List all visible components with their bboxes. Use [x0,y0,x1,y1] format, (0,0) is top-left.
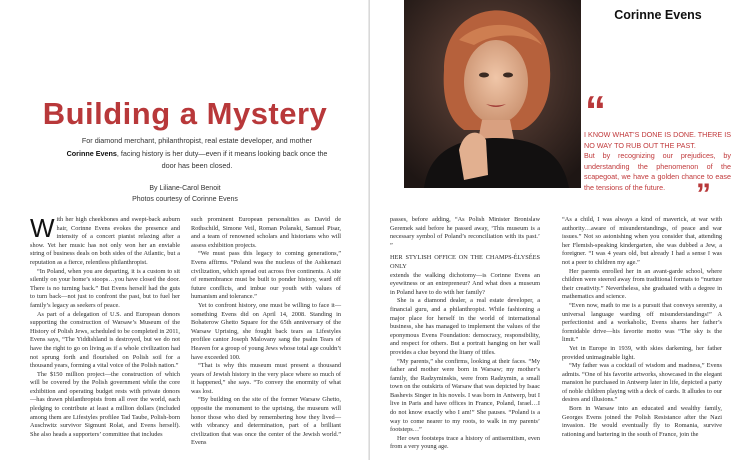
paragraph: “Even now, math to me is a pursuit that conveys serenity, a universal language warding off misunderstandings!” A perfectionist and a workaholic, Evens shares her father’s formidable drive—his favorite motto was “The sky is the limit.” [562,301,722,344]
body-column-4 [562,216,722,439]
paragraph: “That is why this museum must present a thousand years of Jewish history in the very place where so much of it happened,” she says. “To convey the enormity of what was lost. [191,362,341,395]
body-column-3 [390,216,540,452]
paragraph: Her parents enrolled her in an avant-garde school, where children were steered away from traditional formats to “nurture their creativity.” Nevertheless, she graduated with a degree in mathematics and science. [562,267,722,301]
paragraph: “By building on the site of the former Warsaw Ghetto, opposite the monument to the uprising, the museum will honor those who died by remembering how they lived—with vibrancy and determination, part of a brilliant civilization that was once the center of the Jewish world.” Evens [191,396,341,447]
paragraph: Yet in Europe in 1939, with skies darkening, her father provided unimaginable light. [562,344,722,361]
drop-cap: W [30,213,55,243]
article-deck [62,135,332,173]
section-lead-in: HER STYLISH OFFICE ON THE CHAMPS-ÉLYSÉES ONLY [390,254,540,270]
close-quote-mark: ” [696,178,711,211]
paragraph: She is a diamond dealer, a real estate developer, a financial guru, and a philanthropist. While fashioning a major place for herself in the world of international business, she has managed to implement the values of the eponymous Evens Foundation: democracy, responsibility, and respect for others. But a portrait hanging on her wall provides a clue beyond the litany of titles. [390,297,540,356]
portrait-illustration [404,0,581,188]
paragraph: such prominent European personalities as David de Rothschild, Simone Veil, Roman Polanski, Samuel Pisar, and a team of renowned scholars and historians who will assess exhibition projects. [191,216,341,249]
pull-quote-text: But by recognizing our prejudices, by understanding the phenomenon of the scapegoat, we have a golden chance to ease the tensions of the future. [584,151,731,192]
pull-quote-caps: I KNOW WHAT’S DONE IS DONE. THERE IS NO WAY TO RUB OUT THE PAST. [584,130,731,150]
photo-credit: Photos courtesy of Corinne Evens [132,196,238,203]
paragraph: “My father was a cocktail of wisdom and madness,” Evens admits. “One of his favorite artworks, showcased in the elegant mansion he purchased in Antwerp later in life, depicted a party of noble children playing with a deck of cards. It alludes to our desires and illusions.” [562,362,722,404]
paragraph: Her own footsteps trace a history of antisemitism, even from a very young age. [390,434,540,451]
paragraph: As part of a delegation of U.S. and European donors supporting the construction of Warsaw’s Museum of the History of Polish Jews, scheduled to be completed in 2011, Evens says, “The Yiddishland is destroyed, but we do not have the right to go on living as if a whole civilization had not sprung forth and flourished on Polish soil for a thousand years, forming a vital voice of the Polish nation.” [30,310,180,370]
paragraph: “In Poland, when you are departing, it is a custom to sit silently on your home’s stoops…you have closed the door. There is no turning back.” But Evens herself had the guts to turn back—not just to confront the past, but to fuel her family’s legacy as seekers of peace. [30,267,180,309]
open-quote-mark: “ [585,87,606,134]
paragraph: “My parents,” she confirms, looking at their faces. “My father and mother were born in Warsaw; my mother’s family, the Radzyminskis, were from Radzymin, a small town on the outskirts of Warsaw that was depicted by Isaac Bashevis Singer in his novels. I was born in Antwerp, but I live in Paris and have offices in France, Poland, Israel…I do not know exactly who I am!” She pauses. “Poland is a way to come nearer to my roots, to walk in my parents’ footsteps…” [390,357,540,434]
paragraph: Born in Warsaw into an educated and wealthy family, Georges Evens joined the Polish Resistance after the Nazi invasion. He would eventually fly to Romania, survive rationing and bartering in the south of France, join the [562,405,722,438]
paragraph: “As a child, I was always a kind of maverick, at war with authority…aware of misunderstandings, of peace and war issues.” Not so astonishing when you consider that, attending her Flemish-speaking kindergarten, she was dubbed a Jew, a foreigner. “I was 4 years old, but already I had a sense I was not a peer to children my age.” [562,216,722,266]
paragraph: “We must pass this legacy to coming generations,” Evens affirms. “Poland was the nucleus of the Ashkenazi civilization, which spread out across five continents. A site of remembrance must be built to ponder history, ward off future conflicts, and imbue our youth with values of humanism and tolerance.” [191,250,341,301]
paragraph: extends the walking dichotomy—is Corinne Evens an eyewitness or an entrepreneur? And what does a museum in Poland have to do with her family? [390,271,540,296]
deck-intro: For diamond merchant, philanthropist, real estate developer, and mother [81,136,313,145]
paragraph: Yet to confront history, one must be willing to face it—something Evens did on April 14, 2008. Standing in Bohaterow Ghetto Square for the 65th anniversary of the Warsaw Uprising, she fought back tears as Lifestyles profilee cantor Joseph Malovany sang the psalm Tears of Heaven for a group of young Jews whose total age couldn’t have exceeded 100. [191,301,341,361]
paragraph: With her high cheekbones and swept-back auburn hair, Corinne Evens evokes the presence and intensity of a concert pianist relaxing after a show. Yet her music has not only won her an enviable string of business deals on both sides of the Atlantic, but a reputation as a fierce, relentless philanthropist. [30,213,180,266]
body-column-1 [30,213,180,439]
portrait-photo [404,0,581,188]
deck-rest: , facing history is her duty—even if it means looking back once the door has been closed. [116,148,328,170]
body-column-2 [191,216,341,448]
section-header-name: Corinne Evens [614,8,702,22]
deck-name: Corinne Evens [66,148,117,158]
author-credit: By Liliane-Carol Benoit [149,185,221,192]
right-page [370,0,740,460]
byline [0,183,370,205]
paragraph: passes, before adding, “As Polish Minister Bronislaw Geremek said before he passed away, ‘This museum is a necessary symbol of Poland’s reconciliation with its past.’ ” [390,216,540,249]
paragraph: The $150 million project—the construction of which will be covered by the Polish government while the core exhibition and operating budget rests with private donors—has drawn philanthropists from all over the world, each pledging to contribute at least a million dollars (included among them are Lifestyles profilee Tad Taube, Polish-born Auschwitz survivor Sigmunt Rolat, and Evens herself). She also heads a supporters’ committee that includes [30,370,180,438]
article-title: Building a Mystery [42,96,328,131]
